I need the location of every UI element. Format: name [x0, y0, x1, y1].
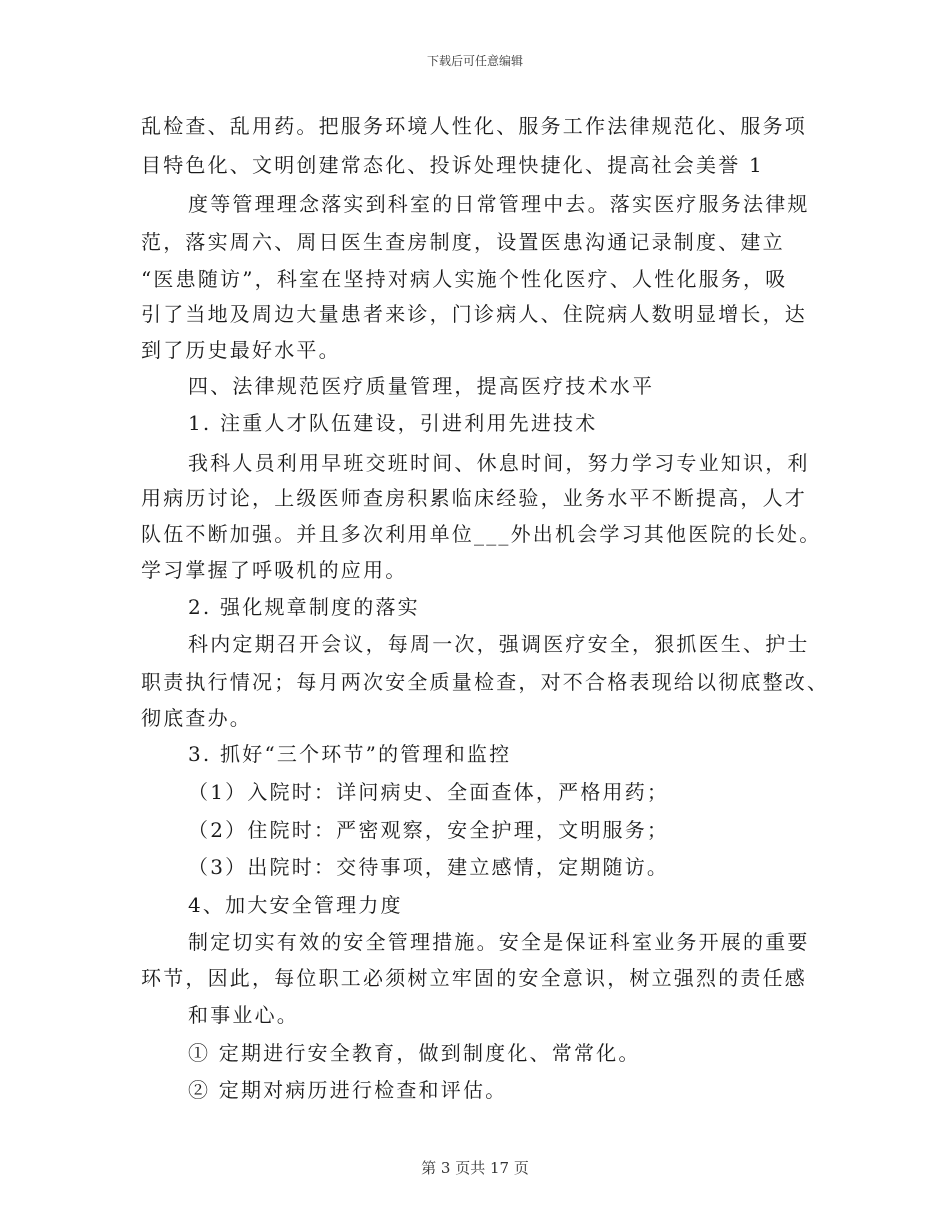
text-line: “医患随访”，科室在坚持对病人实施个性化医疗、人性化服务，吸: [141, 267, 788, 291]
text-line: 度等管理理念落实到科室的日常管理中去。落实医疗服务法律规: [188, 192, 810, 216]
subsection-heading: 1. 注重人才队伍建设，引进利用先进技术: [188, 411, 598, 435]
list-item: （2）住院时：严密观察，安全护理，文明服务；: [188, 818, 670, 842]
text-line: 用病历讨论，上级医师查房积累临床经验，业务水平不断提高，人才: [141, 486, 807, 510]
section-heading: 四、法律规范医疗质量管理，提高医疗技术水平: [188, 374, 655, 398]
list-item: ② 定期对病历进行检查和评估。: [188, 1078, 508, 1102]
subsection-heading: 2. 强化规章制度的落实: [188, 595, 420, 619]
text-line: 科内定期召开会议，每周一次，强调医疗安全，狠抓医生、护士: [188, 632, 810, 656]
subsection-heading: 3. 抓好“三个环节”的管理和监控: [188, 742, 512, 766]
text-line: 队伍不断加强。并且多次利用单位___外出机会学习其他医院的长处。: [141, 522, 822, 546]
text-line: 和事业心。: [188, 1003, 299, 1027]
list-item: （1）入院时：详问病史、全面查体，严格用药；: [188, 780, 670, 804]
text-line: 乱检查、乱用药。把服务环境人性化、服务工作法律规范化、服务项: [141, 114, 807, 138]
text-line: 学习掌握了呼吸机的应用。: [141, 558, 408, 582]
text-line: 到了历史最好水平。: [141, 338, 341, 362]
text-line: 职责执行情况；每月两次安全质量检查，对不合格表现给以彻底整改、: [141, 670, 830, 694]
text-line: 我科人员利用早班交班时间、休息时间，努力学习专业知识，利: [188, 451, 810, 475]
text-line: 制定切实有效的安全管理措施。安全是保证科室业务开展的重要: [188, 930, 810, 954]
list-item: （3）出院时：交待事项，建立感情，定期随访。: [188, 855, 670, 879]
subsection-heading: 4、加大安全管理力度: [188, 893, 403, 917]
page-header: 下载后可任意编辑: [426, 54, 523, 68]
text-line: 范，落实周六、周日医生查房制度，设置医患沟通记录制度、建立: [141, 230, 785, 254]
list-item: ① 定期进行安全教育，做到制度化、常常化。: [188, 1041, 641, 1065]
page-footer: 第 3 页共 17 页: [421, 1159, 529, 1177]
text-line: 环节，因此，每位职工必须树立牢固的安全意识，树立强烈的责任感: [141, 966, 807, 990]
text-line: 目特色化、文明创建常态化、投诉处理快捷化、提高社会美誉 1: [141, 153, 764, 177]
text-line: 引了当地及周边大量患者来诊，门诊病人、住院病人数明显增长，达: [141, 302, 807, 326]
text-line: 彻底查办。: [141, 706, 252, 730]
